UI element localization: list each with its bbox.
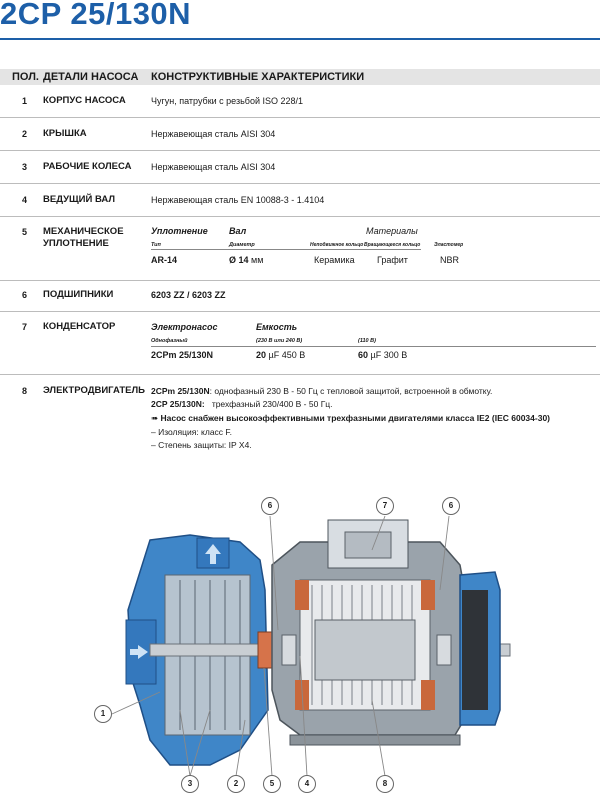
row-2-text: Нержавеющая сталь AISI 304: [151, 129, 276, 139]
row-8-name: ЭЛЕКТРОДВИГАТЕЛЬ: [43, 385, 145, 396]
cap-c2-unit: µF 300 В: [370, 350, 408, 360]
seal-heading: Уплотнение: [151, 226, 208, 236]
row-2-num: 2: [22, 129, 28, 139]
capacitor-element: [345, 532, 391, 558]
motor-line-2-model: 2CP 25/130N:: [151, 399, 205, 409]
row-5-name-line2: УПЛОТНЕНИЕ: [43, 238, 109, 249]
seal-diam-label: Диаметр: [229, 242, 255, 248]
row-divider: [0, 150, 600, 151]
seal-type-value: AR-14: [151, 255, 178, 265]
table-header: [0, 69, 600, 85]
seal-rot-label: Вращающееся кольцо: [364, 242, 421, 248]
motor-line-3: ➠ Насос снабжен высокоэффективными трехфазными двигателями класса IE2 (IEC 60034-30): [151, 413, 551, 423]
row-divider: [0, 117, 600, 118]
row-divider: [0, 280, 600, 281]
cap-value-2: [358, 350, 407, 360]
row-6-num: 6: [22, 290, 28, 300]
fan: [462, 590, 488, 710]
cap-divider: [151, 346, 596, 347]
motor-base: [290, 735, 460, 745]
row-6-name: ПОДШИПНИКИ: [43, 289, 114, 300]
row-3-name: РАБОЧИЕ КОЛЕСА: [43, 161, 132, 172]
motor-line-4: – Изоляция: класс F.: [151, 427, 233, 437]
seal-type-label: Тип: [151, 242, 161, 248]
cap-c1-unit: µF 450 В: [268, 350, 306, 360]
cap-c2-number: 60: [358, 350, 369, 360]
title-rule: [0, 38, 600, 40]
pump-cutaway-illustration: [0, 480, 600, 800]
row-divider: [0, 311, 600, 312]
row-5-name-line1: МЕХАНИЧЕСКОЕ: [43, 226, 124, 237]
cap-v2-label: (110 В): [358, 338, 376, 344]
callout-3: 3: [181, 775, 199, 793]
materials-heading: Материалы: [366, 226, 418, 236]
seal-divider: [151, 249, 421, 250]
row-6-text: 6203 ZZ / 6203 ZZ: [151, 290, 226, 300]
row-4-name: ВЕДУЩИЙ ВАЛ: [43, 194, 115, 205]
row-3-text: Нержавеющая сталь AISI 304: [151, 162, 276, 172]
callout-7: 7: [376, 497, 394, 515]
rear-bearing: [437, 635, 451, 665]
cap-model: 2CPm 25/130N: [151, 350, 214, 360]
header-pos: ПОЛ.: [12, 71, 39, 83]
seal-elast-label: Эластомер: [434, 242, 464, 248]
motor-line-1-text: : однофазный 230 В - 50 Гц с тепловой защитой, встроенной в обмотку.: [209, 386, 493, 396]
callout-6: 6: [442, 497, 460, 515]
row-1-num: 1: [22, 96, 28, 106]
row-8-num: 8: [22, 386, 28, 396]
cap-capacity-heading: Емкость: [256, 322, 298, 332]
seal-fixed-label: Неподвижное кольцо: [310, 242, 364, 248]
cap-c1-number: 20: [256, 350, 267, 360]
callout-2: 2: [227, 775, 245, 793]
row-5-num: 5: [22, 227, 28, 237]
motor-line-1: [151, 386, 492, 396]
row-divider: [0, 183, 600, 184]
seal-elast-value: NBR: [440, 255, 460, 265]
callout-1: 1: [94, 705, 112, 723]
motor-line-1-model: 2CPm 25/130N: [151, 386, 210, 396]
seal-fixed-value: Керамика: [314, 255, 355, 265]
cap-v1-label: (230 В или 240 В): [256, 338, 303, 344]
row-3-num: 3: [22, 162, 28, 172]
callout-8: 8: [376, 775, 394, 793]
callout-4: 4: [298, 775, 316, 793]
seal-rot-value: Графит: [377, 255, 408, 265]
row-4-num: 4: [22, 195, 28, 205]
row-1-name: КОРПУС НАСОСА: [43, 95, 126, 106]
motor-line-2-text: трехфазный 230/400 В - 50 Гц.: [211, 399, 333, 409]
row-divider: [0, 374, 600, 375]
callout-6: 6: [261, 497, 279, 515]
motor-line-2: [151, 399, 333, 409]
cap-phase-label: Однофазный: [151, 338, 188, 344]
cap-pump-heading: Электронасос: [151, 322, 218, 332]
header-parts: ДЕТАЛИ НАСОСА: [43, 71, 139, 83]
seal-diam-unit: мм: [251, 255, 264, 265]
row-1-text: Чугун, патрубки с резьбой ISO 228/1: [151, 96, 304, 106]
seal-diam-number: Ø 14: [229, 255, 249, 265]
row-4-text: Нержавеющая сталь EN 10088-3 - 1.4104: [151, 195, 325, 205]
callout-5: 5: [263, 775, 281, 793]
front-bearing: [282, 635, 296, 665]
rotor: [315, 620, 415, 680]
cap-value-1: [256, 350, 305, 360]
row-7-name: КОНДЕНСАТОР: [43, 321, 116, 332]
row-divider: [0, 216, 600, 217]
row-2-name: КРЫШКА: [43, 128, 87, 139]
motor-line-5: – Степень защиты: IP X4.: [151, 440, 252, 450]
mechanical-seal: [258, 632, 272, 668]
page-title: 2CP 25/130N: [0, 0, 192, 31]
header-specs: КОНСТРУКТИВНЫЕ ХАРАКТЕРИСТИКИ: [151, 71, 365, 83]
seal-diam-value: [229, 255, 263, 265]
row-7-num: 7: [22, 322, 28, 332]
shaft-heading: Вал: [229, 226, 247, 236]
